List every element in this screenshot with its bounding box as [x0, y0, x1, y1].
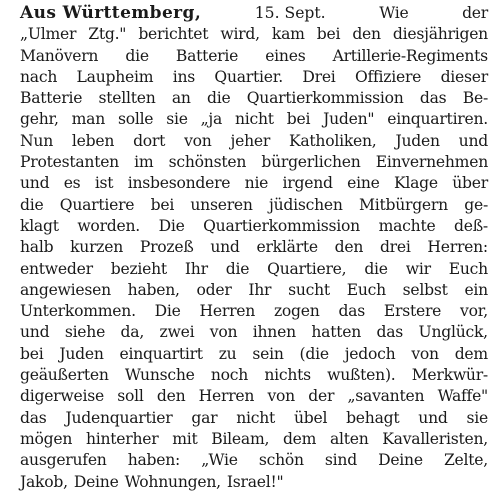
- word: Unglück,: [418, 323, 488, 342]
- word: es: [63, 174, 81, 193]
- word: Juden": [323, 110, 375, 129]
- word: Quartiere,: [267, 259, 347, 278]
- word: der: [462, 4, 488, 22]
- word: das: [376, 323, 404, 342]
- word: Bileam,: [211, 429, 270, 448]
- word: noch: [210, 366, 249, 385]
- article-line-3: [20, 46, 488, 67]
- word: unseren: [190, 195, 253, 214]
- word: nicht: [236, 408, 276, 427]
- word: und: [458, 131, 488, 150]
- article-line-12: [20, 237, 488, 258]
- word: zwei: [159, 323, 195, 342]
- word: dem: [282, 429, 317, 448]
- word: entweder: [20, 259, 93, 278]
- word: Ihr: [184, 259, 208, 278]
- word: bei: [286, 110, 311, 129]
- word: worden.: [77, 216, 140, 235]
- article-line-15: [20, 301, 488, 322]
- word: die: [20, 195, 44, 214]
- word: Juden: [59, 344, 104, 363]
- word: bezieht: [110, 259, 167, 278]
- article-line-11: [20, 216, 488, 237]
- word: der: [308, 387, 335, 406]
- word: die: [364, 259, 388, 278]
- word: schönsten: [168, 153, 247, 172]
- word: von: [411, 344, 439, 363]
- word: oder: [196, 280, 232, 299]
- word: da,: [120, 323, 145, 342]
- word: eine: [347, 174, 380, 193]
- word: Quartiere: [59, 195, 135, 214]
- word: Judenquartier: [65, 408, 173, 427]
- word: kurzen: [70, 238, 124, 257]
- word: die: [125, 46, 149, 65]
- word: selbst: [402, 280, 448, 299]
- word: „Ulmer: [20, 25, 77, 44]
- word: drei: [379, 238, 411, 257]
- word: ausgerufen: [20, 451, 107, 470]
- article-line-7: [20, 131, 488, 152]
- word: Merkwür-: [411, 366, 488, 385]
- word: von: [184, 131, 212, 150]
- word: solle: [117, 110, 154, 129]
- word: zogen: [273, 302, 320, 321]
- word: Juden: [395, 131, 440, 150]
- article-line-21: [20, 429, 488, 450]
- word: nicht: [234, 110, 274, 129]
- word: das: [20, 408, 47, 427]
- word: „Wie: [201, 451, 238, 470]
- word: Deine: [73, 472, 119, 491]
- word: Ztg.": [88, 25, 127, 44]
- word: und: [210, 238, 240, 257]
- article-body: [20, 24, 488, 493]
- article-line-13: [20, 259, 488, 280]
- word: das: [338, 302, 365, 321]
- word: Mitbürgern: [359, 195, 448, 214]
- word: Euch: [346, 280, 386, 299]
- word: im: [134, 153, 154, 172]
- word: mögen: [20, 429, 73, 448]
- word: Laupheim: [76, 67, 154, 86]
- article-line-16: [20, 322, 488, 343]
- article-date: 15. Sept.: [254, 4, 326, 22]
- word: Klage: [393, 174, 438, 193]
- word: Quartierkommission: [203, 216, 360, 235]
- word: die: [225, 259, 250, 278]
- word: alten: [329, 429, 369, 448]
- word: Die: [154, 302, 181, 321]
- word: von: [209, 323, 238, 342]
- article-line-2: [20, 24, 488, 45]
- article-line-4: [20, 67, 488, 88]
- word: diesjährigen: [392, 25, 488, 44]
- word: Unterkommen.: [20, 302, 136, 321]
- word: Be-: [462, 89, 488, 108]
- word: behagt: [346, 408, 400, 427]
- word: zu: [218, 344, 237, 363]
- word: Einvernehmen: [375, 153, 488, 172]
- word: sucht: [288, 280, 330, 299]
- word: und: [20, 323, 50, 342]
- word: jedoch: [344, 344, 396, 363]
- word: Herren:: [427, 238, 488, 257]
- word: schön: [258, 451, 304, 470]
- word: über: [452, 174, 488, 193]
- word: Kavalleristen,: [382, 429, 488, 448]
- word: jeher: [230, 131, 271, 150]
- word: klagt: [20, 216, 59, 235]
- word: leben: [71, 131, 115, 150]
- word: geäußerten: [20, 366, 109, 385]
- word: Artillerie-Regiments: [332, 46, 488, 65]
- word: stellten: [98, 89, 156, 108]
- word: Deine: [378, 451, 423, 470]
- word: die: [206, 89, 231, 108]
- word: vor,: [460, 302, 488, 321]
- word: „savanten: [347, 387, 425, 406]
- word: ist: [94, 174, 114, 193]
- article-line-14: [20, 280, 488, 301]
- word: ge-: [464, 195, 488, 214]
- word: gehr,: [20, 110, 59, 129]
- word: Katholiken,: [288, 131, 377, 150]
- word: ihnen: [252, 323, 296, 342]
- word: sind: [324, 451, 357, 470]
- word: wußten).: [327, 366, 396, 385]
- word: sie: [166, 110, 188, 129]
- word: jüdischen: [269, 195, 343, 214]
- word: man: [71, 110, 106, 129]
- word: dort: [133, 131, 166, 150]
- word: gar: [191, 408, 218, 427]
- word: Wie: [379, 4, 409, 22]
- word: digerweise: [20, 387, 104, 406]
- word: Erstere: [383, 302, 442, 321]
- word: Israel!": [226, 472, 284, 491]
- article-line-6: [20, 109, 488, 130]
- article-line-5: [20, 88, 488, 109]
- article-headline: Aus Württemberg,: [20, 3, 202, 23]
- word: und: [418, 408, 448, 427]
- word: Herren: [198, 387, 255, 406]
- word: und: [20, 174, 50, 193]
- word: ins: [172, 67, 195, 86]
- word: übel: [293, 408, 328, 427]
- article-line-22: [20, 450, 488, 471]
- word: siehe: [64, 323, 106, 342]
- word: Drei: [302, 67, 336, 86]
- word: ein: [464, 280, 488, 299]
- word: Offiziere: [354, 67, 422, 86]
- article-line-1: [20, 3, 488, 24]
- word: (die: [299, 344, 329, 363]
- word: erklärte: [256, 238, 318, 257]
- article-line-18: [20, 365, 488, 386]
- word: nach: [20, 67, 58, 86]
- word: Batterie: [175, 46, 239, 65]
- article-line-17: [20, 344, 488, 365]
- word: Zelte,: [443, 451, 488, 470]
- word: halb: [20, 238, 54, 257]
- word: eines: [265, 46, 306, 65]
- word: nichts: [264, 366, 311, 385]
- word: bei: [150, 195, 175, 214]
- word: Wunsche: [124, 366, 195, 385]
- word: einquartiren.: [387, 110, 488, 129]
- word: wird,: [220, 25, 260, 44]
- word: einquartirt: [119, 344, 203, 363]
- word: an: [171, 89, 191, 108]
- word: Die: [158, 216, 185, 235]
- word: Prozeß: [139, 238, 194, 257]
- word: bei: [316, 25, 341, 44]
- word: Jakob,: [20, 472, 68, 491]
- word: Protestanten: [20, 153, 119, 172]
- article-line-9: [20, 173, 488, 194]
- word: mit: [172, 429, 198, 448]
- word: Wohnungen,: [124, 472, 221, 491]
- word: sein: [252, 344, 284, 363]
- word: haben:: [127, 451, 181, 470]
- word: berichtet: [138, 25, 209, 44]
- word: Nun: [20, 131, 53, 150]
- article-line-19: [20, 386, 488, 407]
- newspaper-article: [20, 3, 488, 493]
- word: bei: [20, 344, 44, 363]
- word: Ihr: [248, 280, 272, 299]
- word: haben,: [127, 280, 180, 299]
- word: den: [352, 25, 381, 44]
- word: angewiesen: [20, 280, 111, 299]
- word: von: [267, 387, 295, 406]
- word: Herren: [199, 302, 256, 321]
- word: das: [419, 89, 447, 108]
- word: bürgerlichen: [261, 153, 361, 172]
- word: deß-: [454, 216, 488, 235]
- word: kam: [271, 25, 305, 44]
- word: Quartierkommission: [246, 89, 404, 108]
- word: „ja: [200, 110, 223, 129]
- word: sie: [466, 408, 488, 427]
- article-line-10: [20, 195, 488, 216]
- article-line-23: [20, 472, 488, 493]
- word: nie: [244, 174, 269, 193]
- article-line-20: [20, 408, 488, 429]
- word: dem: [454, 344, 488, 363]
- word: machte: [378, 216, 436, 235]
- word: insbesondere: [127, 174, 231, 193]
- word: Batterie: [20, 89, 83, 108]
- word: Manövern: [20, 46, 99, 65]
- word: Quartier.: [214, 67, 283, 86]
- word: den: [156, 387, 186, 406]
- word: wir: [405, 259, 431, 278]
- word: Euch: [448, 259, 488, 278]
- word: Waffe": [437, 387, 488, 406]
- word: dieser: [440, 67, 488, 86]
- word: hatten: [311, 323, 362, 342]
- article-line-8: [20, 152, 488, 173]
- word: irgend: [282, 174, 333, 193]
- word: hinterher: [85, 429, 159, 448]
- word: den: [334, 238, 364, 257]
- word: soll: [117, 387, 144, 406]
